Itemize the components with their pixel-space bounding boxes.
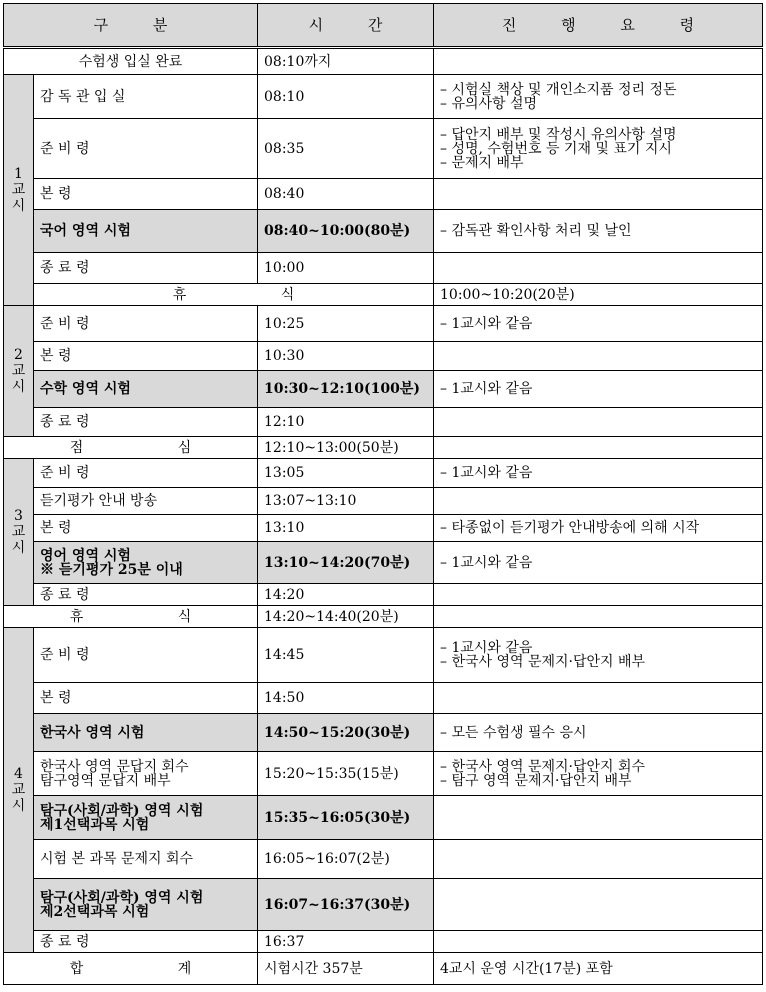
row-label: 준 비 령 bbox=[34, 628, 258, 683]
label-line: 한국사 영역 문답지 회수 bbox=[40, 758, 189, 775]
label-line: 탐구(사회/과학) 영역 시험 bbox=[40, 889, 204, 906]
row-time: 10:00~10:20(20분) bbox=[434, 284, 763, 306]
row-notes: – 1교시와 같음 bbox=[434, 459, 763, 488]
period-1-label bbox=[4, 75, 34, 306]
total-time: 시험시간 357분 bbox=[258, 953, 434, 985]
row-notes bbox=[434, 408, 763, 437]
period-char: 시 bbox=[11, 798, 26, 814]
row-time: 08:10 bbox=[258, 75, 434, 119]
period-2-label bbox=[4, 306, 34, 437]
period-char: 4 bbox=[14, 766, 23, 782]
row-time: 08:40 bbox=[258, 179, 434, 210]
row-notes: – 감독관 확인사항 처리 및 날인 bbox=[434, 210, 763, 253]
row-notes bbox=[434, 796, 763, 840]
label-line: 탐구(사회/과학) 영역 시험 bbox=[40, 802, 204, 819]
row-label: 한국사 영역 시험 bbox=[34, 714, 258, 752]
row-notes bbox=[434, 752, 763, 796]
row-time: 10:30~12:10(100분) bbox=[258, 371, 434, 408]
header-row bbox=[4, 4, 763, 48]
row-time: 16:07~16:37(30분) bbox=[258, 879, 434, 931]
table-row bbox=[4, 179, 763, 210]
row-time: 14:45 bbox=[258, 628, 434, 683]
note-line: – 답안지 배부 및 작성시 유의사항 설명 bbox=[440, 126, 677, 143]
row-time: 08:35 bbox=[258, 119, 434, 179]
period-char: 2 bbox=[14, 347, 23, 363]
row-label: 감 독 관 입 실 bbox=[34, 75, 258, 119]
period-char: 교 bbox=[11, 782, 26, 798]
header-category: 구 분 bbox=[4, 4, 258, 48]
table-row bbox=[4, 437, 763, 459]
note-line: – 탐구 영역 문제지·답안지 배부 bbox=[440, 772, 632, 789]
row-notes bbox=[434, 628, 763, 683]
row-notes: – 1교시와 같음 bbox=[434, 371, 763, 408]
total-row bbox=[4, 953, 763, 985]
row-label: 휴 식 bbox=[34, 284, 434, 306]
label-line: 제1선택과목 시험 bbox=[40, 816, 150, 833]
table-row bbox=[4, 459, 763, 488]
period-char: 교 bbox=[11, 363, 26, 379]
row-label: 듣기평가 안내 방송 bbox=[34, 488, 258, 515]
row-label: 수학 영역 시험 bbox=[34, 371, 258, 408]
row-notes: – 모든 수험생 필수 응시 bbox=[434, 714, 763, 752]
table-row bbox=[4, 408, 763, 437]
table-row bbox=[4, 119, 763, 179]
table-row bbox=[4, 253, 763, 284]
label-line: ※ 듣기평가 25분 이내 bbox=[40, 561, 183, 578]
row-time: 16:37 bbox=[258, 931, 434, 953]
period-char: 3 bbox=[14, 508, 23, 524]
row-label: 준 비 령 bbox=[34, 459, 258, 488]
row-time: 14:50~15:20(30분) bbox=[258, 714, 434, 752]
note-line: – 유의사항 설명 bbox=[440, 95, 538, 112]
row-time: 10:30 bbox=[258, 342, 434, 371]
row-label: 본 령 bbox=[34, 179, 258, 210]
row-time: 13:07~13:10 bbox=[258, 488, 434, 515]
row-label: 국어 영역 시험 bbox=[34, 210, 258, 253]
row-label bbox=[34, 752, 258, 796]
row-notes bbox=[434, 879, 763, 931]
row-time: 13:05 bbox=[258, 459, 434, 488]
table-row bbox=[4, 284, 763, 306]
row-label: 본 령 bbox=[34, 683, 258, 714]
header-time: 시 간 bbox=[258, 4, 434, 48]
table-row bbox=[4, 75, 763, 119]
table-row bbox=[4, 371, 763, 408]
row-notes: – 1교시와 같음 bbox=[434, 542, 763, 584]
period-char: 교 bbox=[11, 524, 26, 540]
label-line: 탐구영역 문답지 배부 bbox=[40, 772, 171, 789]
row-notes: – 타종없이 듣기평가 안내방송에 의해 시작 bbox=[434, 515, 763, 542]
row-time: 12:10~13:00(50분) bbox=[258, 437, 434, 459]
row-label: 본 령 bbox=[34, 342, 258, 371]
table-row bbox=[4, 210, 763, 253]
note-line: – 성명, 수험번호 등 기재 및 표기 지시 bbox=[440, 140, 672, 157]
row-notes bbox=[434, 437, 763, 459]
row-time: 08:40~10:00(80분) bbox=[258, 210, 434, 253]
row-notes bbox=[434, 606, 763, 628]
row-label: 휴 식 bbox=[4, 606, 258, 628]
row-time: 15:20~15:35(15분) bbox=[258, 752, 434, 796]
table-row bbox=[4, 48, 763, 75]
table-row bbox=[4, 342, 763, 371]
row-time: 14:50 bbox=[258, 683, 434, 714]
table-row bbox=[4, 584, 763, 606]
note-line: – 시험실 책상 및 개인소지품 정리 정돈 bbox=[440, 81, 677, 98]
row-label: 점 심 bbox=[4, 437, 258, 459]
period-char: 시 bbox=[11, 540, 26, 556]
exam-schedule-table bbox=[3, 3, 763, 985]
row-label bbox=[34, 879, 258, 931]
note-line: – 한국사 영역 문제지·답안지 배부 bbox=[440, 654, 646, 670]
table-row bbox=[4, 714, 763, 752]
period-3-label bbox=[4, 459, 34, 606]
period-char: 1 bbox=[14, 166, 23, 182]
table-row bbox=[4, 542, 763, 584]
table-row bbox=[4, 306, 763, 342]
row-time: 15:35~16:05(30분) bbox=[258, 796, 434, 840]
row-notes bbox=[434, 179, 763, 210]
row-notes bbox=[434, 119, 763, 179]
row-label: 종 료 령 bbox=[34, 584, 258, 606]
row-notes: – 1교시와 같음 bbox=[434, 306, 763, 342]
row-label: 종 료 령 bbox=[34, 253, 258, 284]
row-notes bbox=[434, 931, 763, 953]
total-label: 합 계 bbox=[4, 953, 258, 985]
row-label: 종 료 령 bbox=[34, 931, 258, 953]
row-notes bbox=[434, 48, 763, 75]
row-label: 수험생 입실 완료 bbox=[4, 48, 258, 75]
row-time: 08:10까지 bbox=[258, 48, 434, 75]
row-time: 14:20~14:40(20분) bbox=[258, 606, 434, 628]
table-row bbox=[4, 515, 763, 542]
period-char: 시 bbox=[11, 198, 26, 214]
table-row bbox=[4, 752, 763, 796]
table-row bbox=[4, 628, 763, 683]
row-notes bbox=[434, 584, 763, 606]
note-line: – 문제지 배부 bbox=[440, 154, 524, 171]
table-row bbox=[4, 931, 763, 953]
row-label bbox=[34, 796, 258, 840]
row-label: 종 료 령 bbox=[34, 408, 258, 437]
table-row bbox=[4, 606, 763, 628]
row-time: 13:10 bbox=[258, 515, 434, 542]
row-label: 준 비 령 bbox=[34, 306, 258, 342]
row-label: 시험 본 과목 문제지 회수 bbox=[34, 840, 258, 879]
table-row bbox=[4, 840, 763, 879]
row-time: 16:05~16:07(2분) bbox=[258, 840, 434, 879]
row-notes bbox=[434, 253, 763, 284]
row-notes bbox=[434, 342, 763, 371]
row-time: 13:10~14:20(70분) bbox=[258, 542, 434, 584]
header-procedure: 진 행 요 령 bbox=[434, 4, 763, 48]
row-time: 10:25 bbox=[258, 306, 434, 342]
period-char: 시 bbox=[11, 379, 26, 395]
table-row bbox=[4, 796, 763, 840]
label-line: 제2선택과목 시험 bbox=[40, 903, 150, 920]
row-notes bbox=[434, 840, 763, 879]
row-notes bbox=[434, 75, 763, 119]
row-label: 본 령 bbox=[34, 515, 258, 542]
row-notes bbox=[434, 488, 763, 515]
table-row bbox=[4, 683, 763, 714]
note-line: – 1교시와 같음 bbox=[440, 640, 533, 656]
label-line: 영어 영역 시험 bbox=[40, 547, 131, 564]
total-notes: 4교시 운영 시간(17분) 포함 bbox=[434, 953, 763, 985]
note-line: – 한국사 영역 문제지·답안지 회수 bbox=[440, 758, 646, 775]
row-label: 준 비 령 bbox=[34, 119, 258, 179]
table-row bbox=[4, 879, 763, 931]
row-label bbox=[34, 542, 258, 584]
table-row bbox=[4, 488, 763, 515]
row-time: 12:10 bbox=[258, 408, 434, 437]
period-char: 교 bbox=[11, 182, 26, 198]
period-4-label bbox=[4, 628, 34, 953]
row-time: 10:00 bbox=[258, 253, 434, 284]
row-time: 14:20 bbox=[258, 584, 434, 606]
row-notes bbox=[434, 683, 763, 714]
